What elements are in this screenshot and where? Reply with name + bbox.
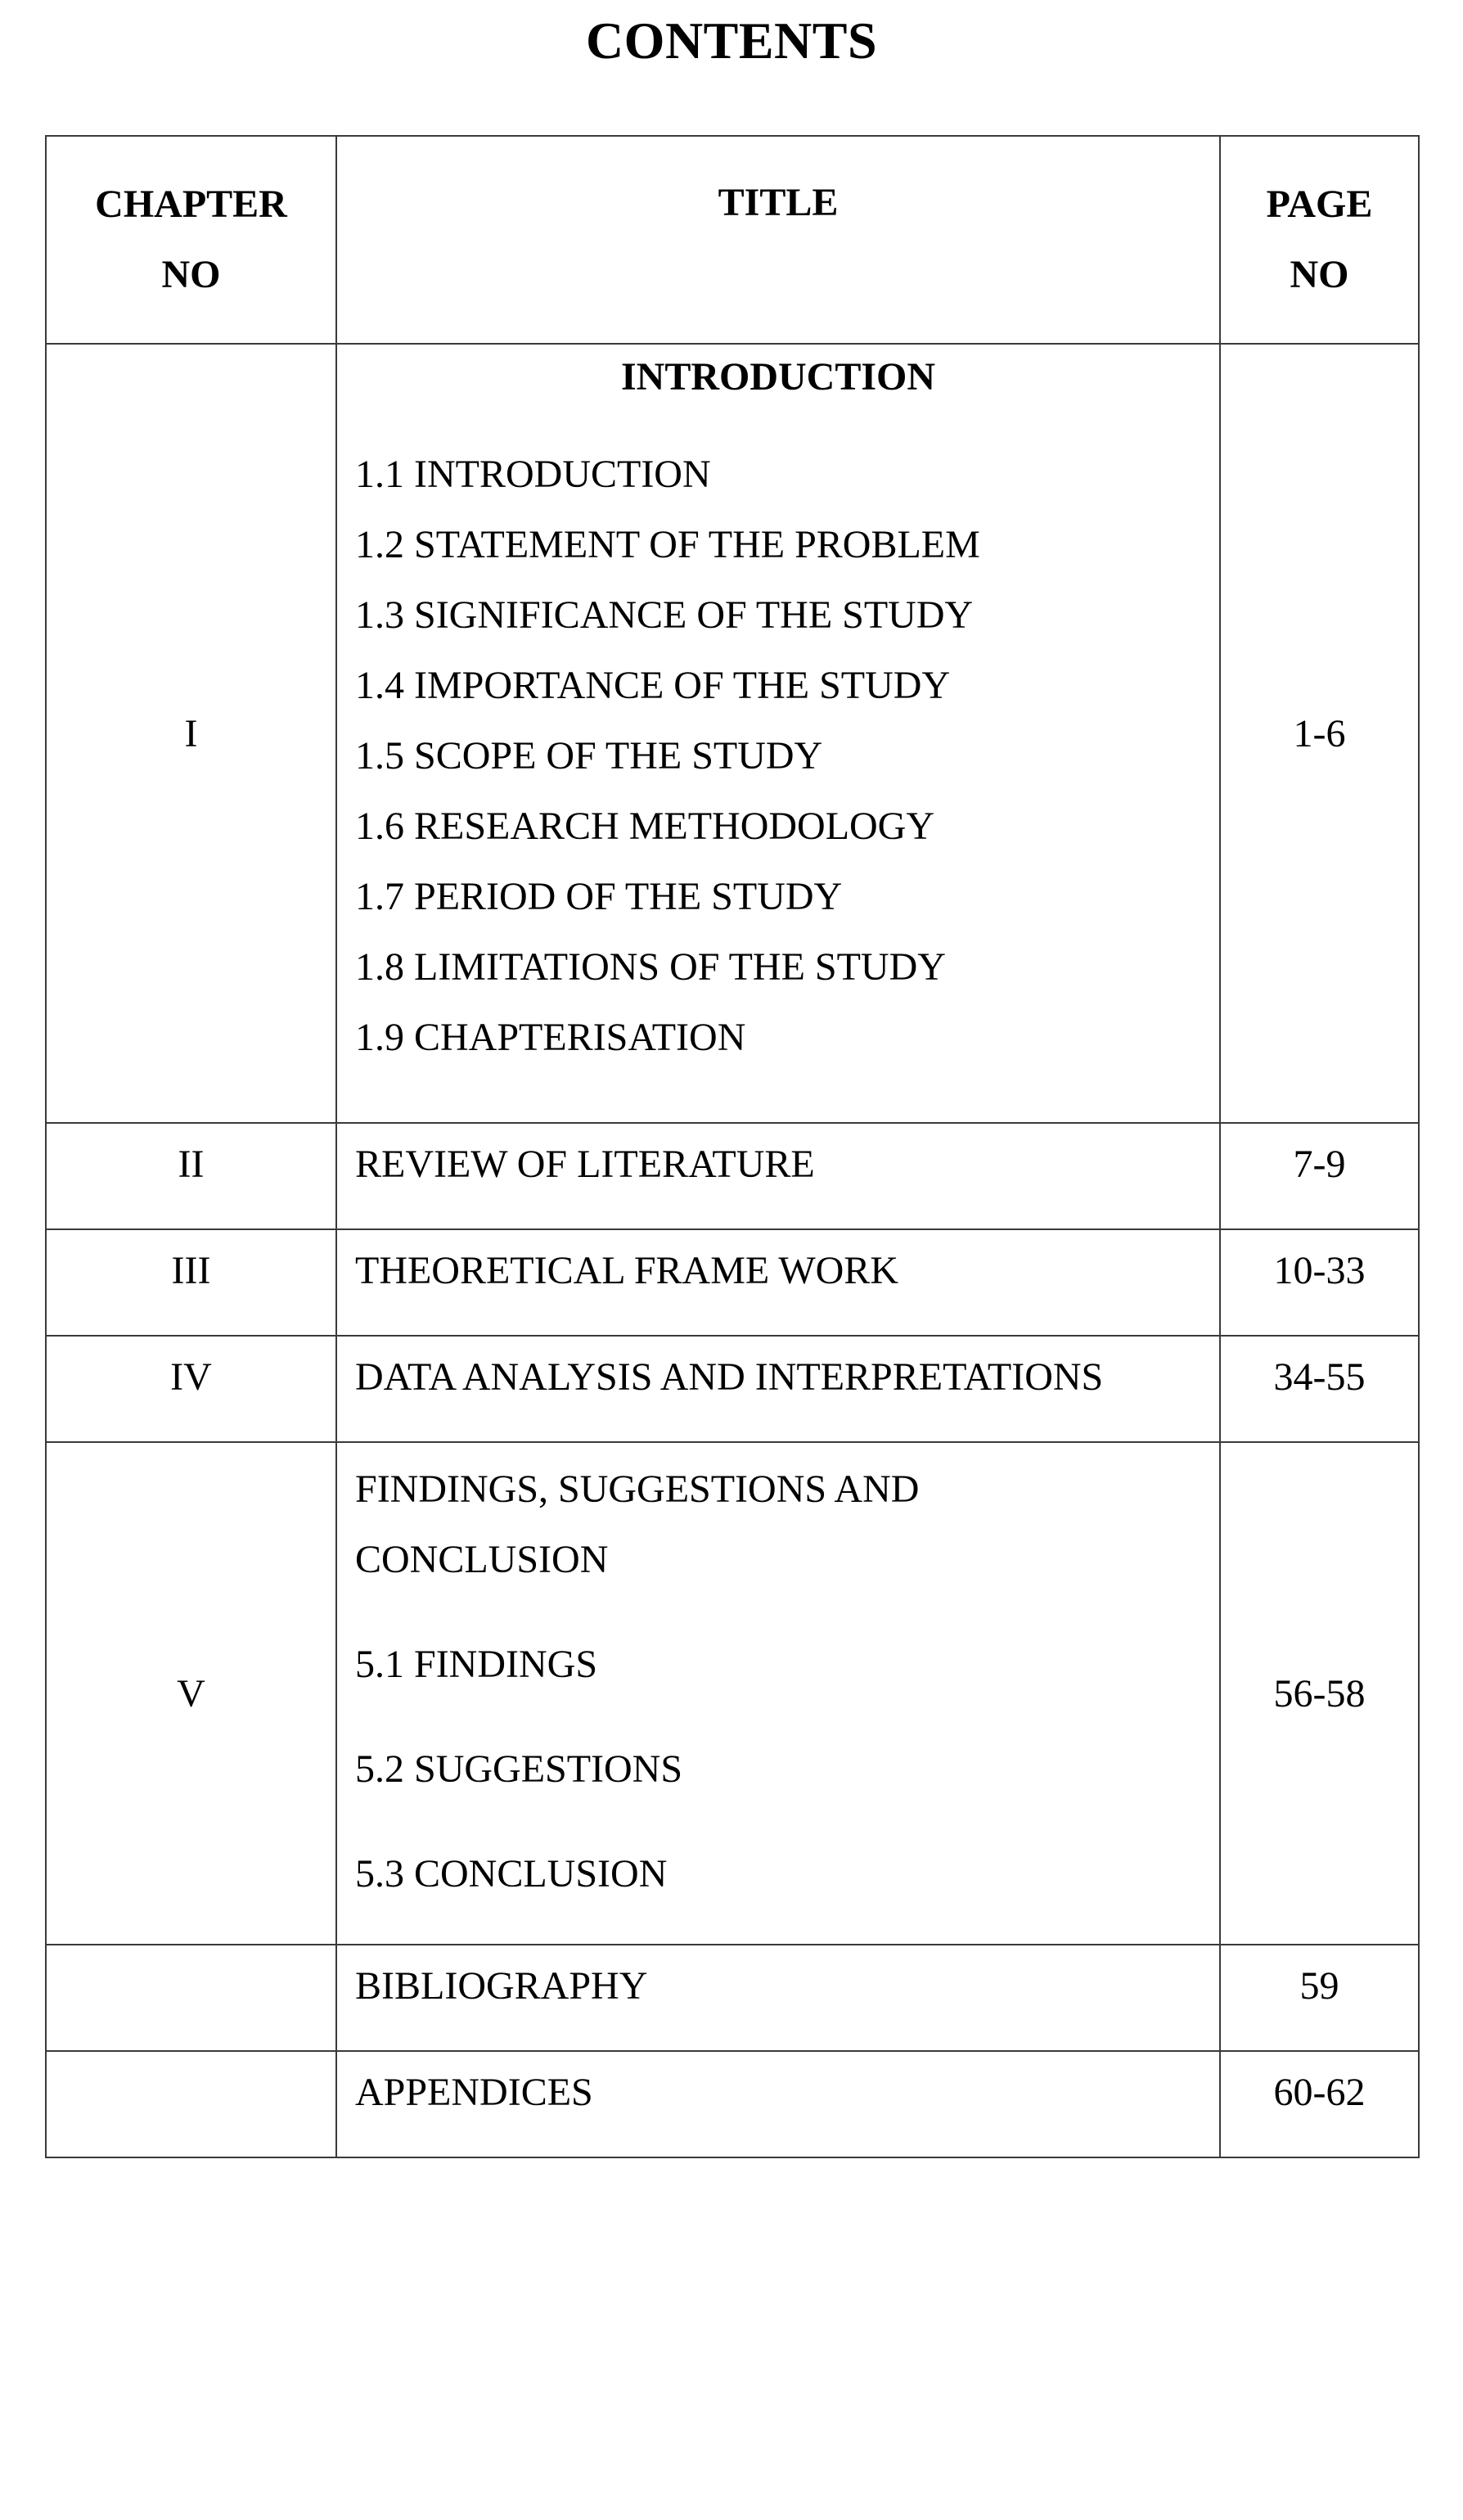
list-item: 5.2 SUGGESTIONS [355, 1747, 683, 1791]
chapter-title-cell [336, 1442, 1220, 1945]
list-item: 1.4 IMPORTANCE OF THE STUDY [355, 664, 951, 707]
chapter-heading: INTRODUCTION [620, 355, 936, 399]
chapter-header-line1: CHAPTER [95, 183, 287, 226]
table-row-bibliography [46, 1945, 1419, 2051]
list-item: 1.7 PERIOD OF THE STUDY [355, 875, 843, 918]
page-range: 7-9 [1293, 1143, 1346, 1186]
table-row-appendices [46, 2051, 1419, 2157]
page-range: 10-33 [1273, 1249, 1366, 1292]
page-range-cell [1220, 1945, 1419, 2051]
page-title: CONTENTS [585, 11, 878, 70]
page-range-cell [1220, 2051, 1419, 2157]
page-range: 1-6 [1220, 344, 1419, 1123]
list-item: 1.8 LIMITATIONS OF THE STUDY [355, 945, 946, 989]
page-range-cell [1220, 1123, 1419, 1229]
page-range-cell [1220, 1229, 1419, 1336]
page-range-cell [1220, 1336, 1419, 1442]
chapter-title: THEORETICAL FRAME WORK [355, 1249, 898, 1292]
chapter-title: REVIEW OF LITERATURE [355, 1143, 815, 1186]
table-header-row [46, 136, 1419, 344]
table-row-chapter-4 [46, 1336, 1419, 1442]
chapter-title [355, 1443, 1219, 1595]
list-item: 1.3 SIGNIFICANCE OF THE STUDY [355, 593, 974, 637]
page-no-header [1220, 136, 1419, 344]
list-item: 1.5 SCOPE OF THE STUDY [355, 734, 823, 778]
page-header-line1: PAGE [1266, 183, 1373, 226]
list-item: 1.1 INTRODUCTION [355, 453, 711, 496]
chapter-header-line2: NO [161, 253, 221, 296]
page-range: 56-58 [1220, 1442, 1419, 1945]
list-item: 1.2 STATEMENT OF THE PROBLEM [355, 523, 980, 566]
chapter-number-cell [46, 1229, 336, 1336]
chapter-title-cell [336, 1336, 1220, 1442]
chapter-number-cell [46, 1336, 336, 1442]
chapter-title-line1: FINDINGS, SUGGESTIONS AND [355, 1467, 920, 1511]
table-row-chapter-2 [46, 1123, 1419, 1229]
chapter-title-cell [336, 1945, 1220, 2051]
table-row-chapter-1 [46, 344, 1419, 1123]
contents-table [45, 135, 1420, 2158]
table-row-chapter-3 [46, 1229, 1419, 1336]
page-range: 60-62 [1273, 2071, 1366, 2114]
list-item: 1.6 RESEARCH METHODOLOGY [355, 805, 934, 848]
chapter-title-cell [336, 2051, 1220, 2157]
chapter-title-cell [336, 344, 1220, 1123]
chapter-title-cell [336, 1123, 1220, 1229]
chapter-number [46, 1945, 336, 2051]
list-item: 1.9 CHAPTERISATION [355, 1016, 746, 1059]
list-item: 5.1 FINDINGS [355, 1643, 598, 1686]
title-header [336, 136, 1220, 344]
chapter-number: III [171, 1249, 211, 1292]
chapter-title-cell [336, 1229, 1220, 1336]
chapter-no-header [46, 136, 336, 344]
page-range: 34-55 [1273, 1355, 1366, 1399]
chapter-title: APPENDICES [355, 2071, 593, 2114]
list-item: 5.3 CONCLUSION [355, 1852, 668, 1896]
chapter-number: II [178, 1143, 205, 1186]
chapter-number: I [46, 344, 336, 1123]
chapter-title: DATA ANALYSIS AND INTERPRETATIONS [355, 1355, 1104, 1399]
chapter-title-line2: CONCLUSION [355, 1538, 609, 1581]
page-header-line2: NO [1290, 253, 1349, 296]
chapter-number: V [46, 1442, 336, 1945]
chapter-title: BIBLIOGRAPHY [355, 1964, 648, 2008]
table-row-chapter-5 [46, 1442, 1419, 1945]
chapter-number [46, 2051, 336, 2157]
chapter-number-cell [46, 1123, 336, 1229]
title-header-label: TITLE [718, 181, 839, 224]
chapter-number: IV [170, 1355, 212, 1399]
page-range: 59 [1299, 1964, 1339, 2008]
section-list [355, 440, 1219, 1073]
section-list [355, 1630, 1219, 1944]
